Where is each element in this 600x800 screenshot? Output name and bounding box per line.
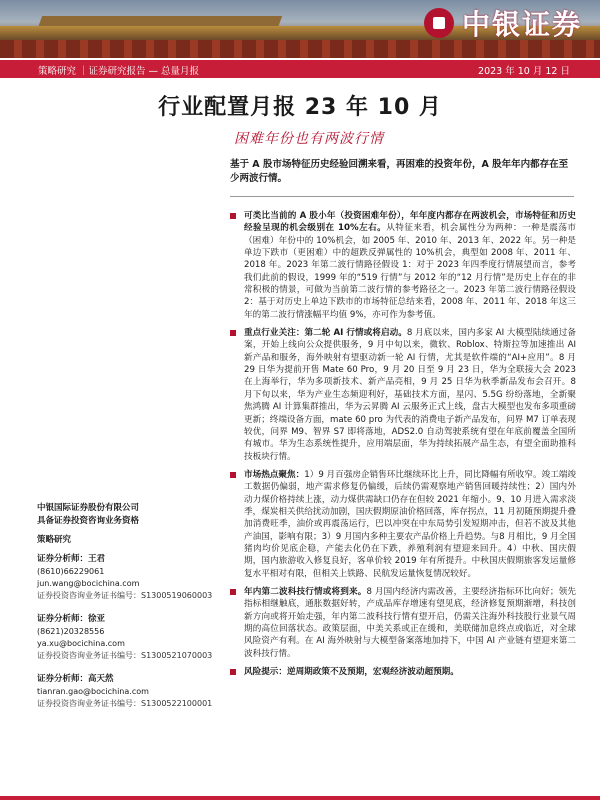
bullet-marker-icon bbox=[230, 330, 236, 336]
bullet-marker-icon bbox=[230, 213, 236, 219]
analyst-name: 徐亚 bbox=[88, 614, 106, 624]
analyst-email[interactable]: ya.xu@bocichina.com bbox=[37, 639, 125, 648]
analyst-cert: 证券投资咨询业务证书编号：S1300521070003 bbox=[37, 651, 213, 660]
analyst-name-line bbox=[37, 612, 217, 626]
report-category-bar bbox=[0, 60, 600, 78]
analyst-name: 高天然 bbox=[88, 674, 114, 684]
analyst-email[interactable]: jun.wang@bocichina.com bbox=[37, 579, 140, 588]
analyst-cert: 证券投资咨询业务证书编号：S1300522100001 bbox=[37, 699, 213, 708]
analyst-name: 王君 bbox=[88, 554, 106, 564]
report-date: 2023 年 10 月 12 日 bbox=[478, 66, 570, 77]
bullet-body: 从特征来看，机会属性分为两种：一种是震荡市（困难）年份中的 10%机会，如 2005 年、2010 年、2013 年、2022 年。另一种是单边下跌市（更困难）中的超跌反弹属性的 10%机会，典型如 2008 年、2011 年、2018 年。2023 年第二波行情路径假设 1：对于 2023 年四季度行情展望而言，参考我们此前的假设，1999 年的“519 行情”与 2012 年的“12 月行情”是历史上存在的非常积极的情景，可做为当前第二波行情的参考路径之一。2023 年第二波行情路径假设 2：基于对历史上单边下跌市的市场特征总结来看，2008 年、2011 年、2018 年这三年的第二波行情涨幅平均值 9%，亦可作为参考值。 bbox=[244, 223, 576, 320]
summary-divider bbox=[230, 196, 574, 197]
analyst-role: 证券分析师： bbox=[37, 674, 89, 684]
analyst-role: 证券分析师： bbox=[37, 614, 89, 624]
bullet-body: 8 月底以来，国内多家 AI 大模型陆续通过备案，开始上线向公众提供服务，9 月中旬以来，微软、Roblox、特斯拉等加速推出 AI 新产品和服务，海外映射有望驱动新一轮 AI 行情，尤其是软件端的“AI+应用”。8 月 29 日华为提前开售 Mate 60 Pro，9 月 20 日至 9 月 23 日，华为全联接大会 2023 在上海举行，华为多项新技术、新产品亮相，9 月 25 日华为秋季新品发布会召开。8 月下旬以来，华为产业生态频迎利好，基础技术方面，星闪、5.5G 纷纷落地，全新聚焦鸿腾 AI 计算集群推出，华为云昇腾 AI 云服务正式上线，盘古大模型也发布多项重磅更新；终端设备方面，mate 60 pro 为代表的消费电子新产品发布，问界 M7 订单表现较优，问界 M9、智界 S7 即将落地，ADS2.0 自动驾驶系统有望在年底前覆盖全国所有城市。华为生态系统性提升，应用端层面，华为持续拓展产品生态，有望全面助推科技板块行情。 bbox=[244, 328, 576, 462]
bullet-marker-icon bbox=[230, 589, 236, 595]
bullet-marker-icon bbox=[230, 669, 236, 675]
analyst-name-line bbox=[37, 672, 217, 686]
bullet-lead: 可类比当前的 A 股小年（投资困难年份），年年度内都存在两波机会，市场特征和历史经验呈现的机会级别在 10%左右。 bbox=[244, 211, 576, 234]
report-title: 行业配置月报 23 年 10 月 bbox=[158, 95, 442, 120]
analyst-role: 证券分析师： bbox=[37, 554, 89, 564]
bullet-body: 1）9 月百强房企销售环比继续环比上升，同比降幅有所收窄。竣工端竣工数据仍偏弱，地产需求修复仍偏缓，后续仍需观察地产销售回暖持续性；2）国内外动力煤价格持续上涨，动力煤供需缺口仍存在但较 2021 年缩小。9、10 月进入需求淡季，煤炭相关供给扰动加剧，国庆假期原油价格回落，库存拐点，11 月初随预期提升叠加消费旺季，油价或再震荡运行，巴以冲突在中东局势引发短期冲击，但若不波及其他产油国，影响有限；3）9 月国内多种主要农产品价格上升趋势。与8 月相比，9 月全国猪肉均价见底企稳，产能去化仍在下跌，养殖利润有望迎来回升。4）中秋、国庆假期，国内旅游收入修复良好，客单价较 2019 年有所提升。中秋国庆假期旅客发运量修复水平相对有限，但相关上铁路、民航发运量恢复情况较好。 bbox=[244, 469, 576, 579]
analyst-card bbox=[37, 612, 217, 662]
sidebar bbox=[37, 502, 217, 720]
analyst-phone: (8610)66229061 bbox=[37, 567, 105, 576]
analyst-cert: 证券投资咨询业务证书编号：S1300519060003 bbox=[37, 591, 213, 600]
sidebar-section-title: 策略研究 bbox=[37, 535, 72, 545]
analyst-phone: (8621)20328556 bbox=[37, 627, 105, 636]
analyst-card bbox=[37, 672, 217, 710]
bullet-paragraph bbox=[230, 586, 576, 660]
analyst-email[interactable]: tianran.gao@bocichina.com bbox=[37, 687, 149, 696]
analyst-name-line bbox=[37, 552, 217, 566]
report-summary: 基于 A 股市场特征历史经验回溯来看，再困难的投资年份，A 股年年内都存在至少两波行情。 bbox=[230, 159, 569, 184]
brand-logo bbox=[424, 3, 582, 43]
bullet-lead: 年内第二波科技行情或将到来。 bbox=[244, 586, 367, 597]
bullet-paragraph bbox=[230, 210, 576, 321]
bullet-paragraph bbox=[230, 666, 576, 678]
bullet-body: 8 月国内经济内需改善，主要经济指标环比向好；领先指标相继触底，通胀数据好转，产成品库存增速有望见底，经济修复预期渐增，科技创新方向或将开始走强，年内第二波科技行情有望开启，仍需关注海外科技股行业景气周期的高位回落状态。政策层面，中美关系或正在缓和，美联储加息终点或临近，对全球风险资产有利。在 AI 海外映射与大模型备案落地加持下，中国 AI 产业链有望迎来第二波科技行情。 bbox=[244, 586, 576, 659]
footer-rule bbox=[0, 796, 600, 800]
bullet-paragraph bbox=[230, 469, 576, 580]
bullet-lead: 风险提示：逆周期政策不及预期，宏观经济波动超预期。 bbox=[244, 667, 459, 678]
bullet-lead: 市场热点聚焦： bbox=[244, 469, 305, 480]
bullet-lead: 重点行业关注：第二轮 AI 行情或将启动。 bbox=[244, 328, 407, 339]
company-info: 中银国际证券股份有限公司 具备证券投资咨询业务资格 bbox=[37, 503, 140, 526]
bank-logo-icon bbox=[424, 8, 454, 38]
bullet-marker-icon bbox=[230, 472, 236, 478]
header-banner bbox=[0, 0, 600, 58]
report-category: 策略研究 ｜证券研究报告 — 总量月报 bbox=[38, 66, 200, 77]
analyst-card bbox=[37, 552, 217, 602]
report-subtitle: 困难年份也有两波行情 bbox=[234, 131, 384, 147]
brand-name: 中银证券 bbox=[461, 8, 582, 41]
report-body bbox=[230, 210, 576, 684]
bullet-paragraph bbox=[230, 327, 576, 463]
